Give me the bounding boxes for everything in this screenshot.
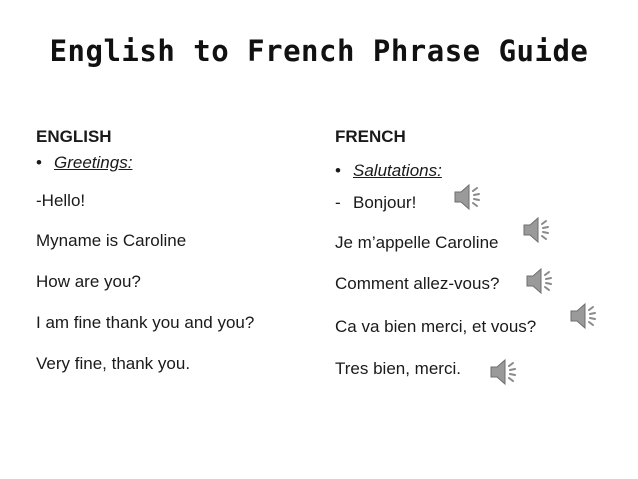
english-heading: ENGLISH [36, 127, 112, 146]
french-phrase-name: Je m’appelle Caroline [335, 233, 499, 252]
english-phrase-veryfine: Very fine, thank you. [36, 354, 191, 373]
dash: - [335, 193, 341, 212]
french-phrase-bonjour [335, 192, 416, 214]
french-phrase-tresbien: Tres bien, merci. [335, 359, 461, 378]
french-column [335, 126, 635, 378]
bullet: • [335, 161, 341, 180]
speaker-icon[interactable] [568, 299, 602, 333]
french-subheading [335, 160, 442, 182]
speaker-icon[interactable] [521, 213, 555, 247]
english-phrase-fine: I am fine thank you and you? [36, 313, 255, 332]
bullet: • [36, 153, 42, 172]
english-column [36, 126, 326, 373]
english-phrase-name: Myname is Caroline [36, 231, 187, 250]
speaker-icon[interactable] [524, 264, 558, 298]
french-phrase-cava: Ca va bien merci, et vous? [335, 317, 537, 336]
french-phrase-bonjour-text: Bonjour! [353, 193, 417, 212]
english-phrase-hello: -Hello! [36, 191, 86, 210]
french-subheading-label: Salutations: [353, 161, 442, 180]
speaker-icon[interactable] [452, 180, 486, 214]
page-title: English to French Phrase Guide [49, 34, 589, 68]
speaker-icon[interactable] [488, 355, 522, 389]
english-subheading [36, 152, 132, 174]
english-phrase-how: How are you? [36, 272, 141, 291]
french-heading: FRENCH [335, 127, 406, 146]
english-subheading-label: Greetings: [54, 153, 133, 172]
french-phrase-comment: Comment allez-vous? [335, 274, 500, 293]
